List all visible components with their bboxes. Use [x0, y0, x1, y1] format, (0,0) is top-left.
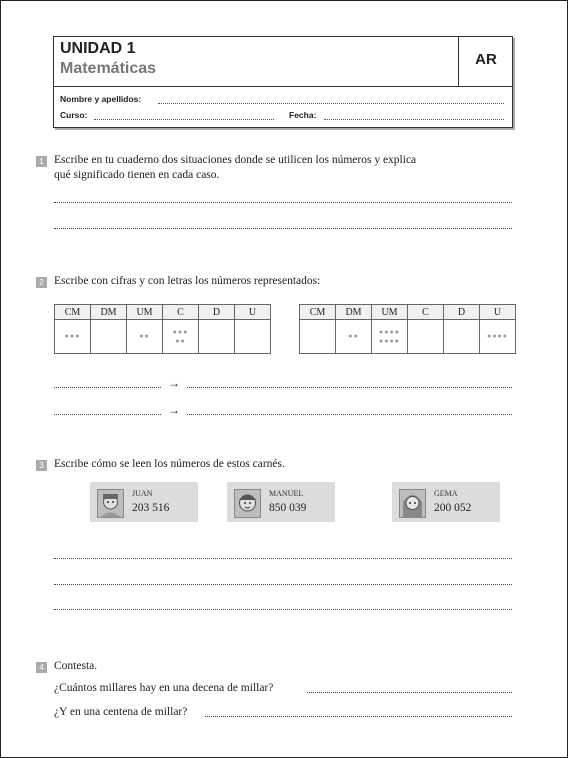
digits-answer-line[interactable] [54, 387, 161, 388]
avatar [399, 489, 426, 518]
abacus-beads: ●●● [55, 320, 91, 354]
col-header: D [444, 305, 480, 320]
col-header: UM [127, 305, 163, 320]
abacus-beads [199, 320, 235, 354]
answer-line[interactable] [54, 609, 512, 610]
course-label: Curso: [60, 110, 88, 120]
answer-line[interactable] [54, 228, 512, 229]
question-4a: ¿Cuántos millares hay en una decena de millar? [54, 682, 274, 694]
question-4-text: Contesta. [54, 660, 98, 672]
card-number: 200 052 [434, 502, 472, 514]
worksheet-code: AR [475, 51, 497, 68]
id-card [227, 482, 335, 522]
question-number: 3 [36, 460, 47, 471]
place-value-table-2 [299, 304, 516, 354]
col-header: CM [300, 305, 336, 320]
id-card [90, 482, 198, 522]
col-header: C [163, 305, 199, 320]
answer-line[interactable] [54, 202, 512, 203]
date-field[interactable] [324, 119, 504, 120]
arrow-icon: → [168, 403, 180, 417]
abacus-beads: ●●●● ●●●● [372, 320, 408, 354]
col-header: U [235, 305, 271, 320]
abacus-beads: ●● [336, 320, 372, 354]
question-2-text: Escribe con cifras y con letras los números representados: [54, 275, 321, 287]
name-field[interactable] [158, 103, 504, 104]
col-header: C [408, 305, 444, 320]
words-answer-line[interactable] [187, 387, 512, 388]
abacus-beads: ●●● ●● [163, 320, 199, 354]
course-field[interactable] [94, 119, 274, 120]
abacus-beads: ●●●● [480, 320, 516, 354]
answer-line[interactable] [54, 584, 512, 585]
question-number: 2 [36, 277, 47, 288]
col-header: CM [55, 305, 91, 320]
col-header: DM [336, 305, 372, 320]
avatar [234, 489, 261, 518]
abacus-beads [300, 320, 336, 354]
avatar [97, 489, 124, 518]
card-name: GEMA [434, 489, 458, 498]
words-answer-line[interactable] [187, 414, 512, 415]
card-number: 203 516 [132, 502, 170, 514]
header-divider [54, 86, 512, 87]
answer-line[interactable] [307, 692, 512, 693]
abacus-beads [408, 320, 444, 354]
answer-line[interactable] [205, 716, 512, 717]
abacus-beads [91, 320, 127, 354]
answer-line[interactable] [54, 558, 512, 559]
abacus-beads: ●● [127, 320, 163, 354]
question-number: 4 [36, 662, 47, 673]
card-number: 850 039 [269, 502, 307, 514]
digits-answer-line[interactable] [54, 414, 161, 415]
question-1-line-1: Escribe en tu cuaderno dos situaciones donde se utilicen los números y explica [54, 154, 417, 166]
unit-title: UNIDAD 1 [60, 40, 136, 57]
code-box [458, 37, 513, 86]
abacus-beads [235, 320, 271, 354]
question-4b: ¿Y en una centena de millar? [54, 706, 188, 718]
question-3-text: Escribe cómo se leen los números de estos carnés. [54, 458, 285, 470]
subject-title: Matemáticas [60, 60, 157, 77]
col-header: D [199, 305, 235, 320]
place-value-table-1 [54, 304, 271, 354]
arrow-icon: → [168, 376, 180, 390]
worksheet-header [53, 36, 513, 128]
question-1-line-2: qué significado tienen en cada caso. [54, 169, 220, 181]
abacus-beads [444, 320, 480, 354]
card-name: MANUEL [269, 489, 304, 498]
col-header: UM [372, 305, 408, 320]
date-label: Fecha: [289, 110, 317, 120]
question-number: 1 [36, 156, 47, 167]
id-card [392, 482, 500, 522]
col-header: DM [91, 305, 127, 320]
card-name: JUAN [132, 489, 153, 498]
col-header: U [480, 305, 516, 320]
name-label: Nombre y apellidos: [60, 94, 142, 104]
